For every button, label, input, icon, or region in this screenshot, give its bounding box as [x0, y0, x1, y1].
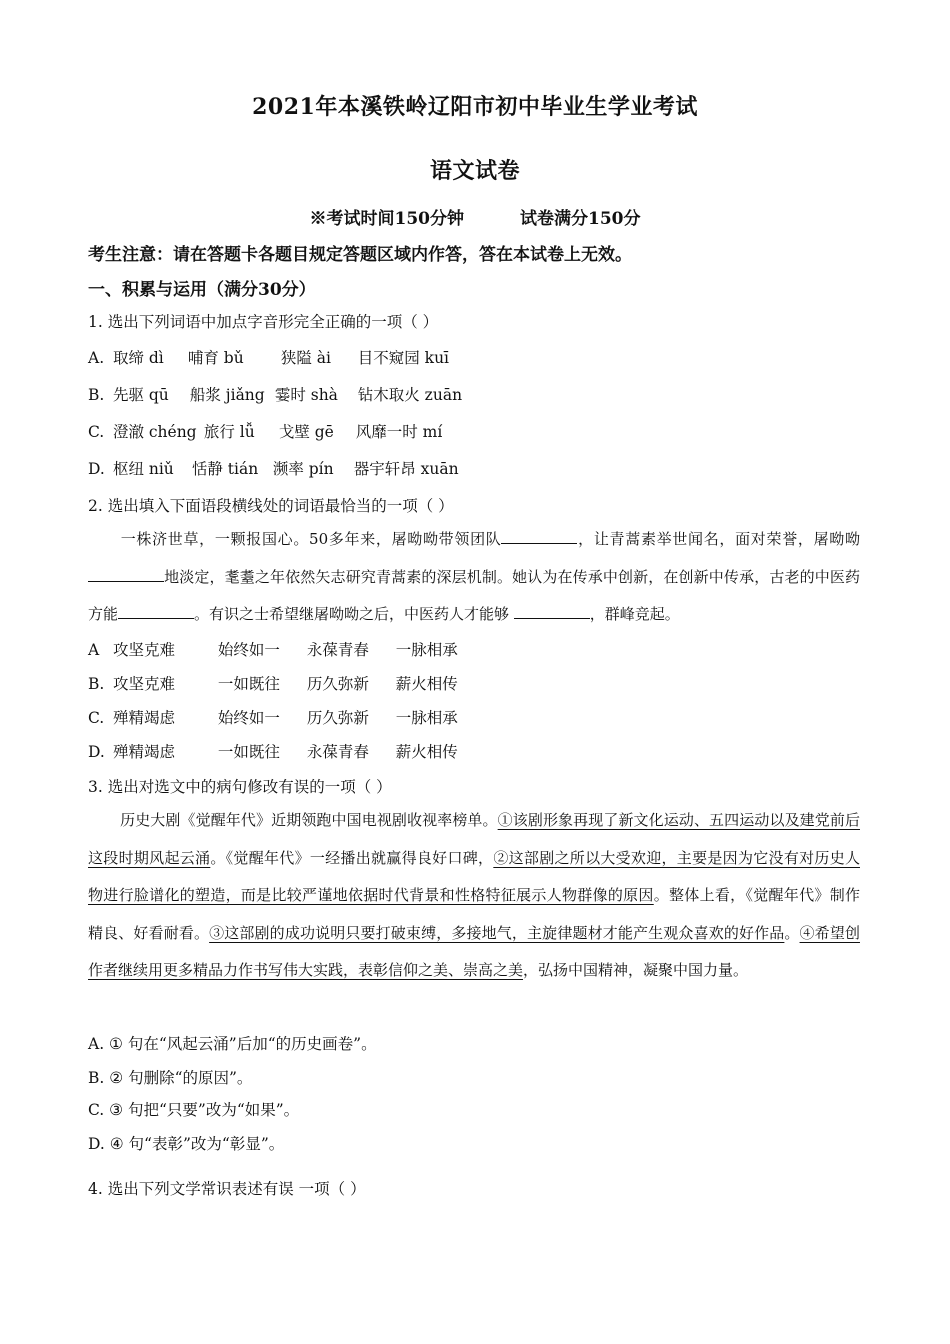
option-item: 攻坚克难 — [112, 641, 175, 659]
exam-title: 2021年本溪铁岭辽阳市初中毕业生学业考试 — [252, 94, 698, 120]
option-label: C. — [88, 423, 105, 441]
option-item: 狭隘 ài — [280, 349, 331, 367]
q2-stem: 2. 选出填入下面语段横线处的词语最恰当的一项（ ） — [88, 497, 454, 515]
option-item: 薪火相传 — [395, 675, 458, 693]
exam-notice: 考生注意：请在答题卡各题目规定答题区域内作答，答在本试卷上无效。 — [88, 245, 632, 265]
exam-subtitle: 语文试卷 — [429, 158, 520, 184]
option-label: A. — [88, 349, 105, 367]
passage-text: 。《觉醒年代》一经播出就赢得良好口碑， — [210, 848, 494, 867]
option-item: 枢纽 niǔ — [112, 460, 174, 478]
option-item: 一脉相承 — [395, 709, 458, 727]
answer-blank — [88, 567, 164, 582]
passage-text: 。 — [784, 923, 800, 942]
option-item: 始终如一 — [217, 641, 280, 659]
option-label: D. — [88, 743, 105, 761]
option-label: B. — [88, 675, 105, 693]
passage-text: 屠呦呦 — [813, 530, 860, 548]
option-item: 始终如一 — [217, 709, 280, 727]
q2-passage — [88, 521, 860, 634]
option-item: 目不窥园 kuī — [357, 349, 450, 367]
option-item: 先驱 qū — [112, 386, 169, 404]
option-item: 取缔 dì — [112, 349, 164, 367]
option-item: 旅行 lǚ — [203, 423, 255, 441]
option-item: 殚精竭虑 — [112, 709, 175, 727]
q2-option-c — [88, 706, 458, 728]
option-item: 攻坚克难 — [112, 675, 175, 693]
option-item: 薪火相传 — [395, 743, 458, 761]
passage-text: ，让青蒿素举世闻名，面对荣誉， — [577, 530, 814, 548]
answer-blank — [501, 529, 577, 544]
answer-blank — [118, 604, 194, 619]
passage-text: 一株济世草，一颗报国心。50多年来，屠呦呦带领团队 — [120, 530, 502, 548]
option-item: 船浆 jiǎng — [189, 386, 265, 404]
passage-text: 。有识之士希望继屠呦呦之后，中医药人才能够 — [194, 605, 514, 623]
q3-option-a: A. ① 句在“风起云涌”后加“的历史画卷”。 — [88, 1035, 377, 1053]
option-item: 历久弥新 — [306, 709, 369, 727]
q3-stem: 3. 选出对选文中的病句修改有误的一项（ ） — [88, 778, 392, 796]
q1-option-c — [88, 420, 442, 442]
q1-option-d — [88, 457, 459, 479]
q3-option-c: C. ③ 句把“只要”改为“如果”。 — [88, 1101, 300, 1119]
exam-meta — [0, 204, 950, 229]
option-item: 风靡一时 mí — [355, 423, 443, 441]
passage-text: 。整体上看，《觉醒年代》制作精良、好看耐看。 — [88, 886, 860, 942]
q3-option-b: B. ② 句删除“的原因”。 — [88, 1069, 253, 1087]
option-item: 一如既往 — [217, 675, 280, 693]
option-item: 濒率 pín — [272, 460, 334, 478]
full-score: 试卷满分150分 — [520, 209, 641, 229]
option-item: 霎时 shà — [274, 386, 338, 404]
option-item: 钻木取火 zuān — [357, 386, 463, 404]
q1-option-a — [88, 346, 449, 368]
q3-passage — [88, 802, 860, 990]
option-item: 一如既往 — [217, 743, 280, 761]
q1-option-b — [88, 383, 462, 405]
option-item: 澄澈 chéng — [112, 423, 197, 441]
option-label: D. — [88, 460, 105, 478]
option-item: 历久弥新 — [306, 675, 369, 693]
option-item: 哺育 bǔ — [187, 349, 244, 367]
option-item: 恬静 tián — [191, 460, 259, 478]
q3-option-d: D. ④ 句“表彰”改为“彰显”。 — [88, 1135, 285, 1153]
sentence-2: ②这部剧之所以大受欢迎，主要是因为它没有对历史人物进行脸谱化的塑造，而是比较严谨地依据时代背景和性格特征展示人物群像的原因 — [88, 848, 860, 904]
sentence-1: ①该剧形象再现了新文化运动、五四运动以及建党前后这段时期风起云涌 — [88, 811, 860, 867]
option-item: 器宇轩昂 xuān — [353, 460, 459, 478]
option-item: 永葆青春 — [306, 641, 369, 659]
q4-stem: 4. 选出下列文学常识表述有误 一项（ ） — [88, 1180, 366, 1198]
option-label: C. — [88, 709, 105, 727]
q2-option-a — [88, 638, 458, 660]
section-heading: 一、积累与运用（满分30分） — [88, 280, 316, 300]
option-item: 戈壁 gē — [278, 423, 334, 441]
sentence-4: ④希望创作者继续用更多精品力作书写伟大实践，表彰信仰之美、崇高之美 — [88, 923, 860, 979]
passage-text: ，弘扬中国精神，凝聚中国力量。 — [523, 961, 749, 979]
passage-text: 历史大剧《觉醒年代》近期领跑中国电视剧收视率榜单。 — [120, 811, 498, 829]
option-label: A — [88, 641, 100, 659]
option-item: 永葆青春 — [306, 743, 369, 761]
option-label: B. — [88, 386, 105, 404]
option-item: 一脉相承 — [395, 641, 458, 659]
passage-text: ，群峰竞起。 — [589, 605, 680, 623]
sentence-3: ③这部剧的成功说明只要打破束缚，多接地气，主旋律题材才能产生观众喜欢的好作品 — [209, 923, 785, 942]
q2-option-b — [88, 672, 458, 694]
option-item: 殚精竭虑 — [112, 743, 175, 761]
passage-text: 地淡定，耄耋之年依然矢志研究青蒿素的深层机制。她认为在传承中创新，在创新中传 — [164, 567, 740, 586]
exam-time: ※考试时间150分钟 — [309, 209, 464, 229]
answer-blank — [514, 604, 590, 619]
q1-stem: 1. 选出下列词语中加点字音形完全正确的一项（ ） — [88, 313, 439, 331]
passage-text: 承，古老的中医药方能 — [88, 567, 860, 623]
q2-option-d — [88, 740, 458, 762]
